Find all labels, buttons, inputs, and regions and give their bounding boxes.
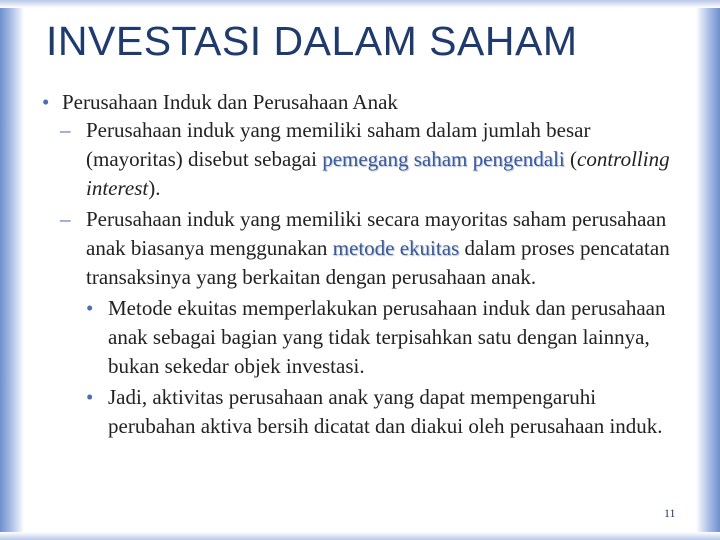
page-number: 11 — [664, 506, 676, 520]
sub-bullet-text — [86, 118, 670, 200]
sub-bullet-item — [40, 116, 680, 203]
slide-border-top — [0, 0, 720, 8]
nested-bullet-item — [40, 383, 680, 441]
text-segment: Perusahaan induk yang memiliki saham dalam jumlah besar (mayoritas) disebut sebagai — [86, 118, 591, 171]
bullet-icon: • — [42, 90, 50, 114]
text-segment: Perusahaan induk yang memiliki secara mayoritas saham perusahaan anak biasanya menggunakan — [86, 207, 667, 260]
sub-bullet-text — [86, 207, 670, 289]
bullet-item — [40, 88, 680, 116]
slide-border-right — [696, 0, 720, 540]
slide-border-left — [0, 0, 24, 540]
bullet-text: Perusahaan Induk dan Perusahaan Anak — [62, 90, 398, 114]
highlighted-term: metode ekuitas — [332, 236, 460, 260]
text-segment: ). — [148, 176, 161, 200]
dash-icon: – — [60, 207, 71, 231]
nested-bullet-text: Jadi, aktivitas perusahaan anak yang dapat mempengaruhi perubahan aktiva bersih dicatat dan diakui oleh perusahaan induk. — [108, 385, 663, 438]
text-segment: dalam proses pencatatan transaksinya yang berkaitan dengan perusahaan anak. — [86, 236, 670, 289]
highlighted-term: pemegang saham pengendali — [322, 147, 565, 171]
bullet-icon: • — [86, 385, 94, 409]
sub-bullet-item — [40, 205, 680, 292]
bullet-icon: • — [86, 296, 94, 320]
slide-body — [40, 88, 680, 441]
text-segment: ( — [564, 147, 578, 171]
nested-bullet-item — [40, 294, 680, 381]
nested-bullet-text: Metode ekuitas memperlakukan perusahaan induk dan perusahaan anak sebagai bagian yang tidak terpisahkan satu dengan lainnya, bukan sekedar objek investasi. — [108, 296, 666, 378]
slide-title: INVESTASI DALAM SAHAM — [46, 18, 578, 64]
italic-term: controlling interest — [86, 147, 670, 200]
slide-border-bottom — [0, 532, 720, 540]
dash-icon: – — [60, 118, 71, 142]
